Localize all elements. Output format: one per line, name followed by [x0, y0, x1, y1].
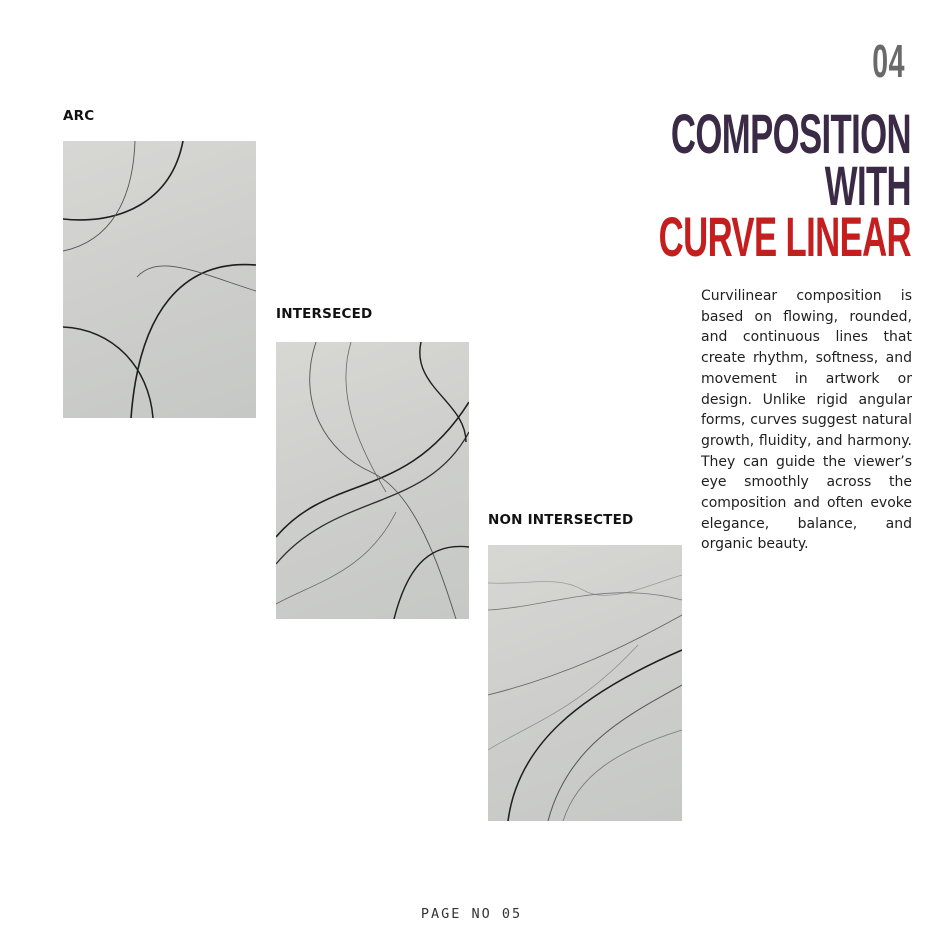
title-line-1: COMPOSITION	[670, 102, 911, 165]
page-title	[658, 102, 911, 269]
non-intersected-label: NON INTERSECTED	[488, 512, 634, 528]
description-text: Curvilinear composition is based on flowing, rounded, and continuous lines that create rhythm, softness, and movement in artwork or design. Unlike rigid angular forms, curves suggest natural growth, fluidity, and harmony. They can guide the viewer’s eye smoothly across the composition and often evoke elegance, balance, and organic beauty.	[701, 288, 912, 553]
page-number: 04	[872, 35, 905, 87]
arc-label: ARC	[63, 108, 95, 124]
arc-image	[63, 141, 256, 418]
non-intersected-image	[488, 545, 682, 821]
title-accent: CURVE LINEAR	[658, 205, 911, 269]
interseced-label: INTERSECED	[276, 306, 373, 322]
interseced-image	[276, 342, 469, 619]
title-line-2: WITH	[824, 153, 911, 217]
page-footer: PAGE NO 05	[420, 906, 523, 922]
